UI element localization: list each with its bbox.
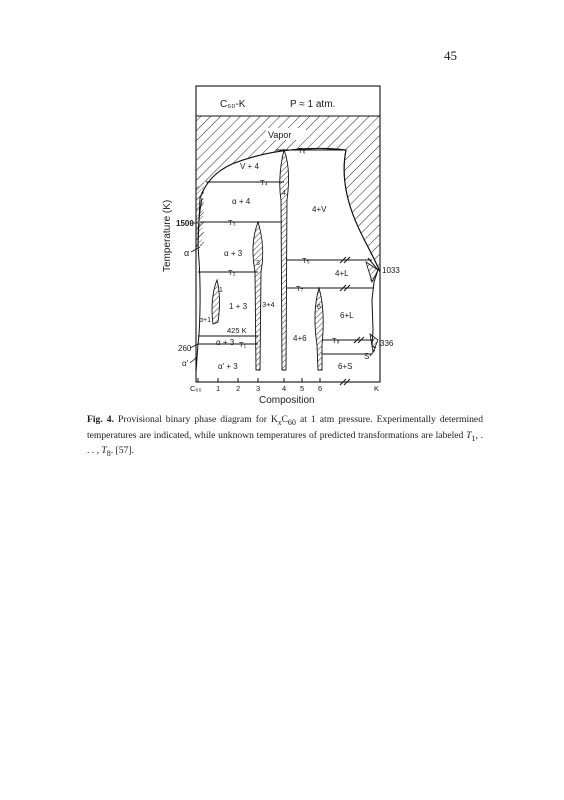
temp-425k: 425 K — [227, 326, 247, 335]
label-v-plus-4: V + 4 — [240, 162, 259, 171]
x-axis-label: Composition — [259, 395, 315, 406]
figure-caption — [87, 414, 483, 461]
caption-sub-x: x — [277, 417, 282, 427]
diagram-title: C₆₀-K — [220, 99, 246, 110]
label-alpha-plus-3-lower: α + 3 — [216, 338, 235, 347]
x-tick-k: K — [374, 384, 380, 393]
label-4-plus-6: 4+6 — [293, 334, 307, 343]
label-alpha-prime: α' — [182, 359, 189, 368]
label-alpha-plus-3-upper: α + 3 — [224, 249, 243, 258]
temp-260: 260 — [178, 344, 192, 353]
t-label-2: T₂ — [228, 268, 236, 277]
page-number: 45 — [444, 48, 457, 63]
x-tick-5: 5 — [300, 384, 305, 393]
x-tick-2: 2 — [236, 384, 241, 393]
label-alpha-prime-plus-3: α' + 3 — [218, 362, 238, 371]
label-phase-4: 4 — [282, 190, 286, 197]
x-tick-6: 6 — [318, 384, 323, 393]
caption-t8: T — [101, 445, 107, 456]
label-3-plus-4: 3+4 — [262, 300, 275, 309]
phase-6-lens — [315, 288, 323, 370]
caption-sub-60: 60 — [287, 417, 296, 427]
label-alpha: α — [184, 248, 190, 258]
label-6-plus-l: 6+L — [340, 311, 354, 320]
t-label-4: T₄ — [260, 178, 268, 187]
temp-336: 336 — [380, 339, 394, 348]
x-tick-c60: C₆₀ — [190, 384, 202, 393]
label-4-plus-l: 4+L — [335, 269, 349, 278]
t-label-1: T₁ — [239, 340, 247, 349]
x-tick-4: 4 — [282, 384, 287, 393]
caption-label: Fig. 4. — [87, 414, 114, 425]
t-label-6: T₆ — [298, 146, 306, 155]
temp-1033: 1033 — [382, 266, 400, 275]
caption-text-mid: at 1 atm pressure. Experimentally determined temperatures are indicated, while unknown temperatures of predicted transformations are labeled — [87, 414, 483, 441]
label-l: L — [370, 276, 374, 283]
label-vapor: Vapor — [268, 130, 292, 140]
label-4-plus-v: 4+V — [312, 205, 327, 214]
caption-text-pre: Provisional binary phase diagram for K — [113, 414, 278, 425]
t-label-3: T₃ — [228, 218, 236, 227]
caption-ellipsis: , . . . , — [87, 429, 483, 456]
y-axis-label: Temperature (K) — [162, 199, 173, 272]
caption-t8-sub: 8 — [106, 448, 111, 458]
t-label-7: T₇ — [296, 284, 304, 293]
label-phase-6: 6 — [317, 304, 321, 311]
label-s: S — [364, 352, 370, 361]
x-tick-3: 3 — [256, 384, 261, 393]
label-phase-3: 3 — [256, 260, 260, 267]
pressure-label: P ≈ 1 atm. — [290, 99, 336, 110]
caption-text-post: . [57]. — [110, 445, 134, 456]
phase-3-lens — [253, 222, 263, 370]
caption-t1: T — [466, 429, 472, 441]
t-label-8: T₈ — [332, 336, 340, 345]
x-tick-1: 1 — [216, 384, 221, 393]
caption-t1-sub: 1 — [471, 433, 476, 443]
temp-1500: 1500 — [176, 219, 194, 228]
label-6-plus-s: 6+S — [338, 362, 353, 371]
label-alpha-plus-4: α + 4 — [232, 197, 251, 206]
t-label-5: T₅ — [302, 256, 310, 265]
caption-c: C — [281, 414, 288, 425]
x-axis-ticks — [198, 378, 320, 382]
label-phase-1: 1 — [219, 287, 223, 294]
label-1-plus-3: 1 + 3 — [229, 302, 248, 311]
label-alpha-plus-1: α+1 — [199, 317, 212, 324]
